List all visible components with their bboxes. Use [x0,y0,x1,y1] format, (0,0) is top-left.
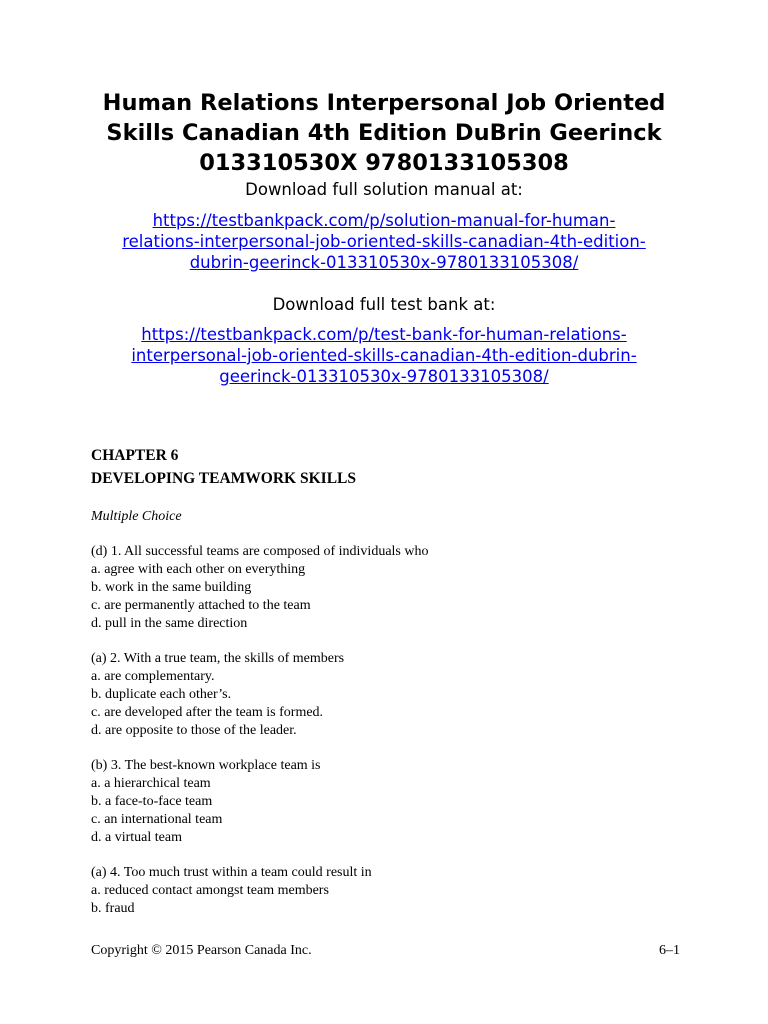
test-bank-link[interactable] [60,324,708,387]
page-footer [91,942,680,960]
question-3 [91,757,691,847]
answer-option: a. agree with each other on everything [91,562,306,577]
answer-option: b. work in the same building [91,580,252,595]
section-heading: Multiple Choice [91,509,182,524]
answer-option: d. a virtual team [91,830,182,845]
link-line[interactable]: https://testbankpack.com/p/solution-manual-for-human- [152,211,616,230]
solution-manual-link[interactable] [60,210,708,273]
answer-option: c. are developed after the team is formed. [91,705,324,720]
question-2 [91,650,691,740]
solution-manual-label: Download full solution manual at: [245,180,523,199]
chapter-number: CHAPTER 6 [91,447,179,464]
test-bank-label: Download full test bank at: [272,295,496,314]
document-title [60,88,708,178]
link-line[interactable]: relations-interpersonal-job-oriented-skills-canadian-4th-edition- [122,232,646,251]
answer-option: b. fraud [91,901,135,916]
answer-option: d. pull in the same direction [91,616,248,631]
link-line[interactable]: https://testbankpack.com/p/test-bank-for-human-relations- [141,325,627,344]
answer-option: a. reduced contact amongst team members [91,883,329,898]
answer-option: d. are opposite to those of the leader. [91,723,297,738]
answer-option: b. duplicate each other’s. [91,687,232,702]
chapter-title: DEVELOPING TEAMWORK SKILLS [91,470,356,487]
title-line: 013310530X 9780133105308 [199,150,569,176]
answer-option: a. a hierarchical team [91,776,211,791]
answer-option: c. are permanently attached to the team [91,598,311,613]
title-line: Human Relations Interpersonal Job Oriented [102,90,666,116]
question-stem: (a) 2. With a true team, the skills of members [91,651,345,666]
question-4 [91,864,691,918]
link-line[interactable]: dubrin-geerinck-013310530x-9780133105308/ [189,253,579,272]
title-line: Skills Canadian 4th Edition DuBrin Geerinck [106,120,662,146]
document-body [91,444,691,918]
answer-option: c. an international team [91,812,223,827]
question-stem: (d) 1. All successful teams are composed of individuals who [91,544,429,559]
answer-option: a. are complementary. [91,669,215,684]
page-number: 6–1 [659,943,680,958]
link-line[interactable]: geerinck-013310530x-9780133105308/ [219,367,549,386]
copyright-notice: Copyright © 2015 Pearson Canada Inc. [91,943,312,958]
link-line[interactable]: interpersonal-job-oriented-skills-canadian-4th-edition-dubrin- [131,346,637,365]
question-1 [91,543,691,633]
answer-option: b. a face-to-face team [91,794,213,809]
document-header [60,88,708,387]
question-stem: (b) 3. The best-known workplace team is [91,758,321,773]
question-stem: (a) 4. Too much trust within a team could result in [91,865,372,880]
